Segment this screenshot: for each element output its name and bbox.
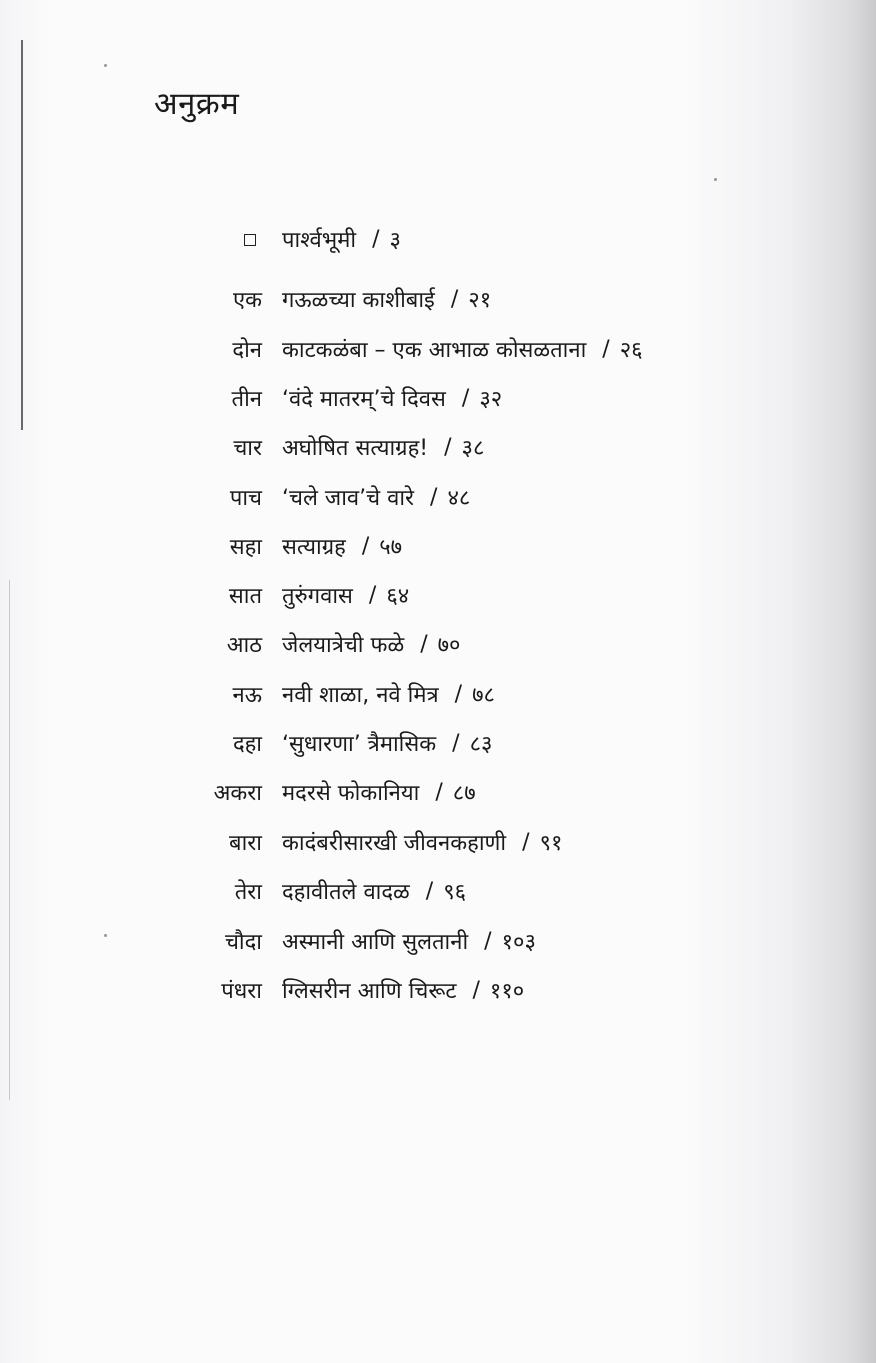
chapter-title: सत्याग्रह [282,535,346,560]
toc-entry: नऊ नवी शाळा, नवे मित्र / ७८ [0,674,876,714]
chapter-title: अघोषित सत्याग्रह! [282,436,429,461]
chapter-title: ग्लिसरीन आणि चिरूट [282,979,457,1004]
chapter-number [0,227,262,252]
chapter-title: कादंबरीसारखी जीवनकहाणी [282,831,507,856]
page-number: ७८ [472,683,495,708]
toc-entry: दहा ‘सुधारणा’ त्रैमासिक / ८३ [0,723,876,763]
page-number: ३८ [461,436,485,461]
chapter-title: जेलयात्रेची फळे [282,633,405,658]
page-number: ७० [437,633,461,658]
chapter-number: तीन [231,387,262,412]
chapter-title: ‘वंदे मातरम्’चे दिवस [282,387,446,412]
chapter-number: चार [233,436,262,461]
chapter-number: नऊ [232,683,262,708]
toc-entry: आठ जेलयात्रेची फळे / ७० [0,624,876,664]
page-number: ६४ [386,584,410,609]
chapter-title: गऊळच्या काशीबाई [282,288,435,313]
chapter-number: सात [228,584,262,609]
chapter-title: पार्श्वभूमी [282,228,357,253]
page-number: ५७ [379,535,403,560]
toc-entry: पार्श्वभूमी / ३ [0,219,876,259]
page-number: ३२ [479,387,503,412]
toc-entry: पाच ‘चले जाव’चे वारे / ४८ [0,477,876,517]
chapter-number: अकरा [213,781,262,806]
page-number: ९१ [539,831,563,856]
page-number: ४८ [447,486,471,511]
toc-entry: चार अघोषित सत्याग्रह! / ३८ [0,427,876,467]
page-number: ११० [489,979,525,1004]
page-number: ३ [389,228,401,253]
toc-entry: बारा कादंबरीसारखी जीवनकहाणी / ९१ [0,822,876,862]
chapter-number: बारा [229,831,262,856]
square-bullet-icon [244,234,256,246]
page-number: १०३ [501,930,536,955]
toc-entry: पंधरा ग्लिसरीन आणि चिरूट / ११० [0,970,876,1010]
page-number: २१ [468,288,492,313]
toc-entry: सात तुरुंगवास / ६४ [0,575,876,615]
chapter-title: दहावीतले वादळ [282,880,410,905]
chapter-title: काटकळंबा – एक आभाळ कोसळताना [282,338,587,363]
chapter-title: ‘सुधारणा’ त्रैमासिक [282,732,437,757]
chapter-number: चौदा [224,930,262,955]
chapter-title: नवी शाळा, नवे मित्र [282,683,439,708]
toc-entry: अकरा मदरसे फोकानिया / ८७ [0,772,876,812]
chapter-title: ‘चले जाव’चे वारे [282,486,415,511]
page-number: ८३ [469,732,493,757]
chapter-number: पाच [229,486,262,511]
chapter-number: आठ [226,633,262,658]
chapter-number: तेरा [234,880,262,905]
page-number: ९६ [443,880,467,905]
toc-entry: तीन ‘वंदे मातरम्’चे दिवस / ३२ [0,378,876,418]
page-title: अनुक्रम [154,86,240,122]
page-number: २६ [619,338,643,363]
chapter-number: दहा [232,732,262,757]
toc-entry: तेरा दहावीतले वादळ / ९६ [0,871,876,911]
toc-entry: एक गऊळच्या काशीबाई / २१ [0,279,876,319]
chapter-number: पंधरा [221,979,262,1004]
page-number: ८७ [452,781,476,806]
toc-entry: दोन काटकळंबा – एक आभाळ कोसळताना / २६ [0,329,876,369]
chapter-number: सहा [229,535,262,560]
chapter-title: तुरुंगवास [282,584,353,609]
chapter-number: दोन [232,338,262,363]
toc-entry: चौदा अस्मानी आणि सुलतानी / १०३ [0,921,876,961]
chapter-title: अस्मानी आणि सुलतानी [282,930,469,955]
chapter-number: एक [232,288,262,313]
toc-entry: सहा सत्याग्रह / ५७ [0,526,876,566]
chapter-title: मदरसे फोकानिया [282,781,420,806]
